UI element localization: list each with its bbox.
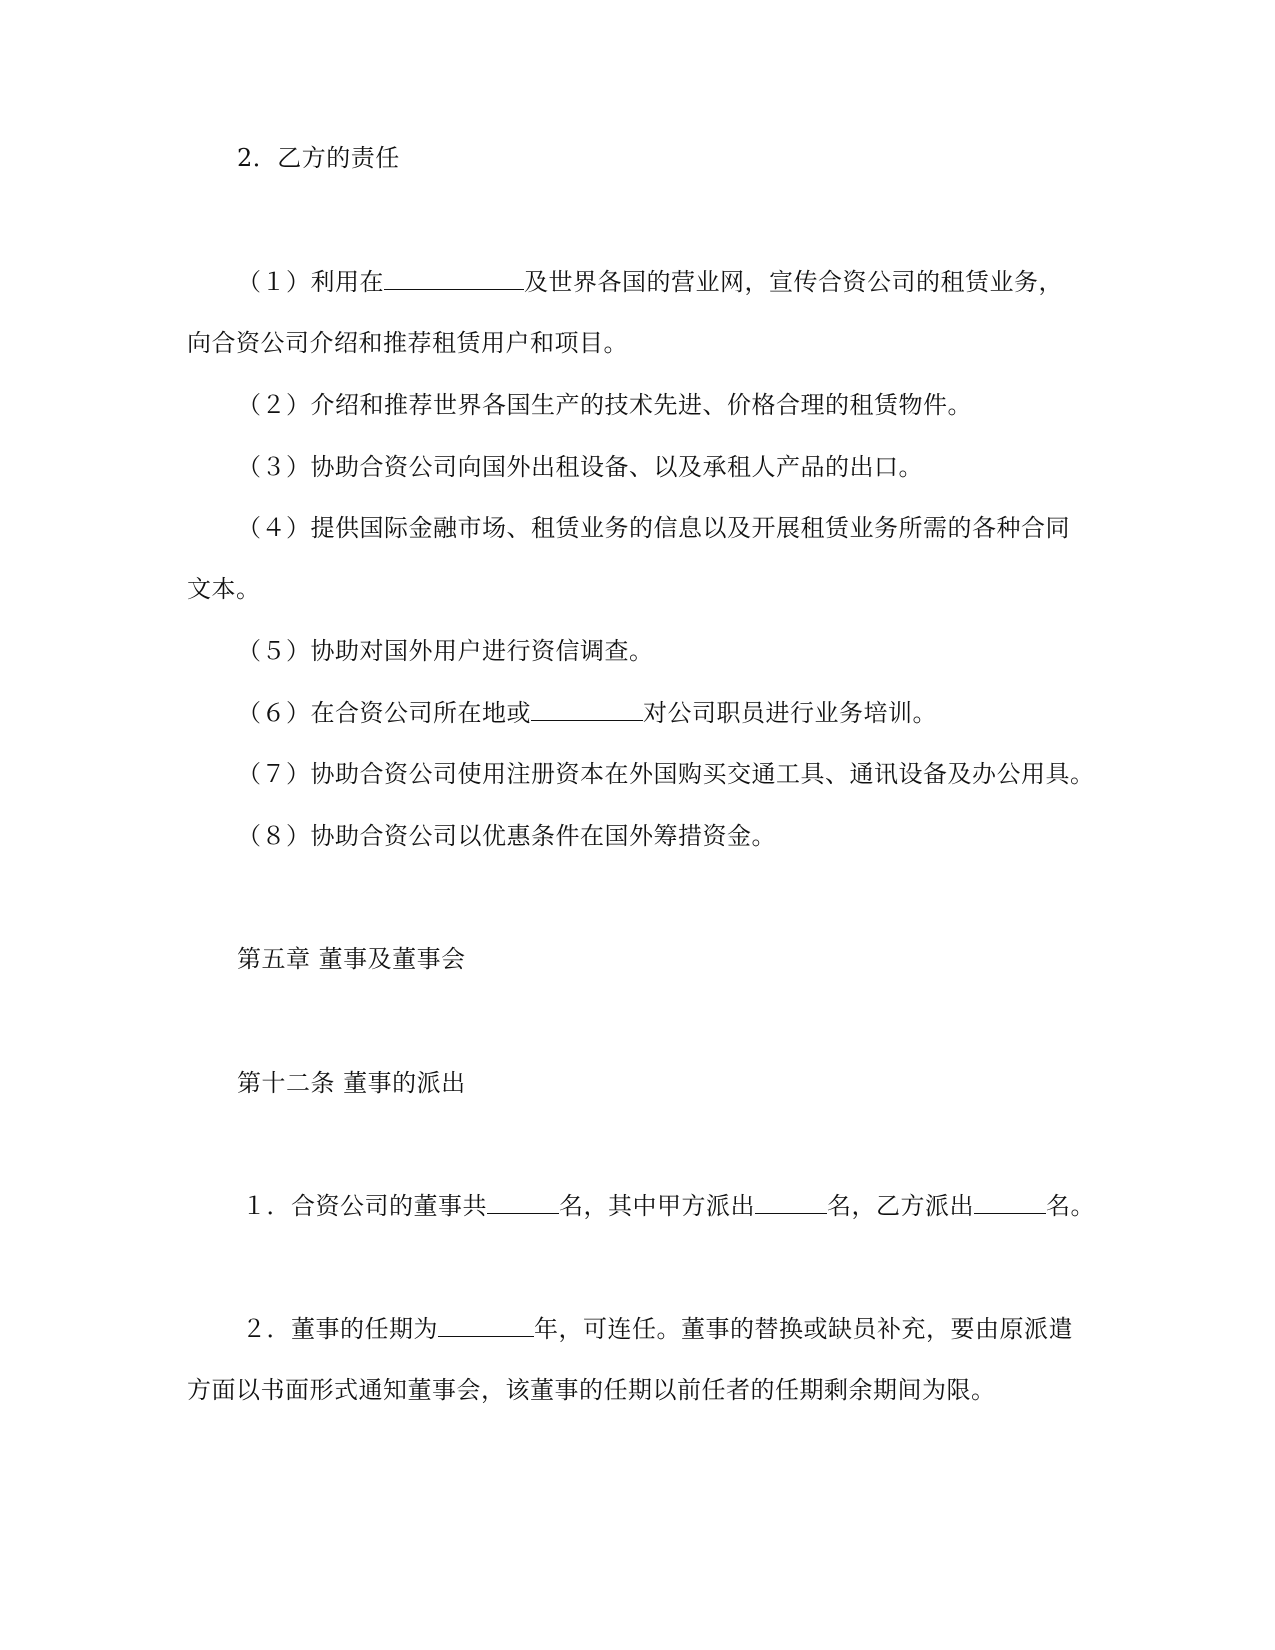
item-4-continuation: 文本。 [187, 575, 261, 603]
fill-blank [487, 1191, 559, 1214]
item-8: （８）协助合资公司以优惠条件在国外筹措资金。 [237, 822, 776, 850]
fill-blank [755, 1191, 827, 1214]
chapter-title: 第五章 董事及董事会 [237, 945, 466, 973]
item-5: （５）协助对国外用户进行资信调查。 [237, 637, 654, 665]
item-1-continuation: 向合资公司介绍和推荐租赁用户和项目。 [187, 329, 628, 357]
item-6: （６）在合资公司所在地或 对公司职员进行业务培训。 [237, 699, 937, 727]
item-4: （４）提供国际金融市场、租赁业务的信息以及开展租赁业务所需的各种合同 [237, 514, 1070, 542]
fill-blank [438, 1314, 534, 1337]
item-7: （７）协助合资公司使用注册资本在外国购买交通工具、通讯设备及办公用具。 [237, 760, 1095, 788]
section-heading-party-b: 2．乙方的责任 [237, 144, 400, 172]
item-3: （３）协助合资公司向国外出租设备、以及承租人产品的出口。 [237, 453, 923, 481]
article-paragraph-2: ２．董事的任期为 年，可连任。董事的替换或缺员补充，要由原派遣 [242, 1315, 1073, 1343]
fill-blank [974, 1191, 1046, 1214]
article-paragraph-1: １．合资公司的董事共 名，其中甲方派出 名，乙方派出 名。 [242, 1192, 1095, 1220]
article-paragraph-2-continuation: 方面以书面形式通知董事会，该董事的任期以前任者的任期剩余期间为限。 [187, 1376, 996, 1404]
article-title: 第十二条 董事的派出 [237, 1069, 466, 1097]
fill-blank [531, 698, 643, 721]
fill-blank [384, 267, 524, 290]
item-1: （１）利用在 及世界各国的营业网，宣传合资公司的租赁业务， [237, 268, 1063, 296]
item-2: （２）介绍和推荐世界各国生产的技术先进、价格合理的租赁物件。 [237, 391, 972, 419]
